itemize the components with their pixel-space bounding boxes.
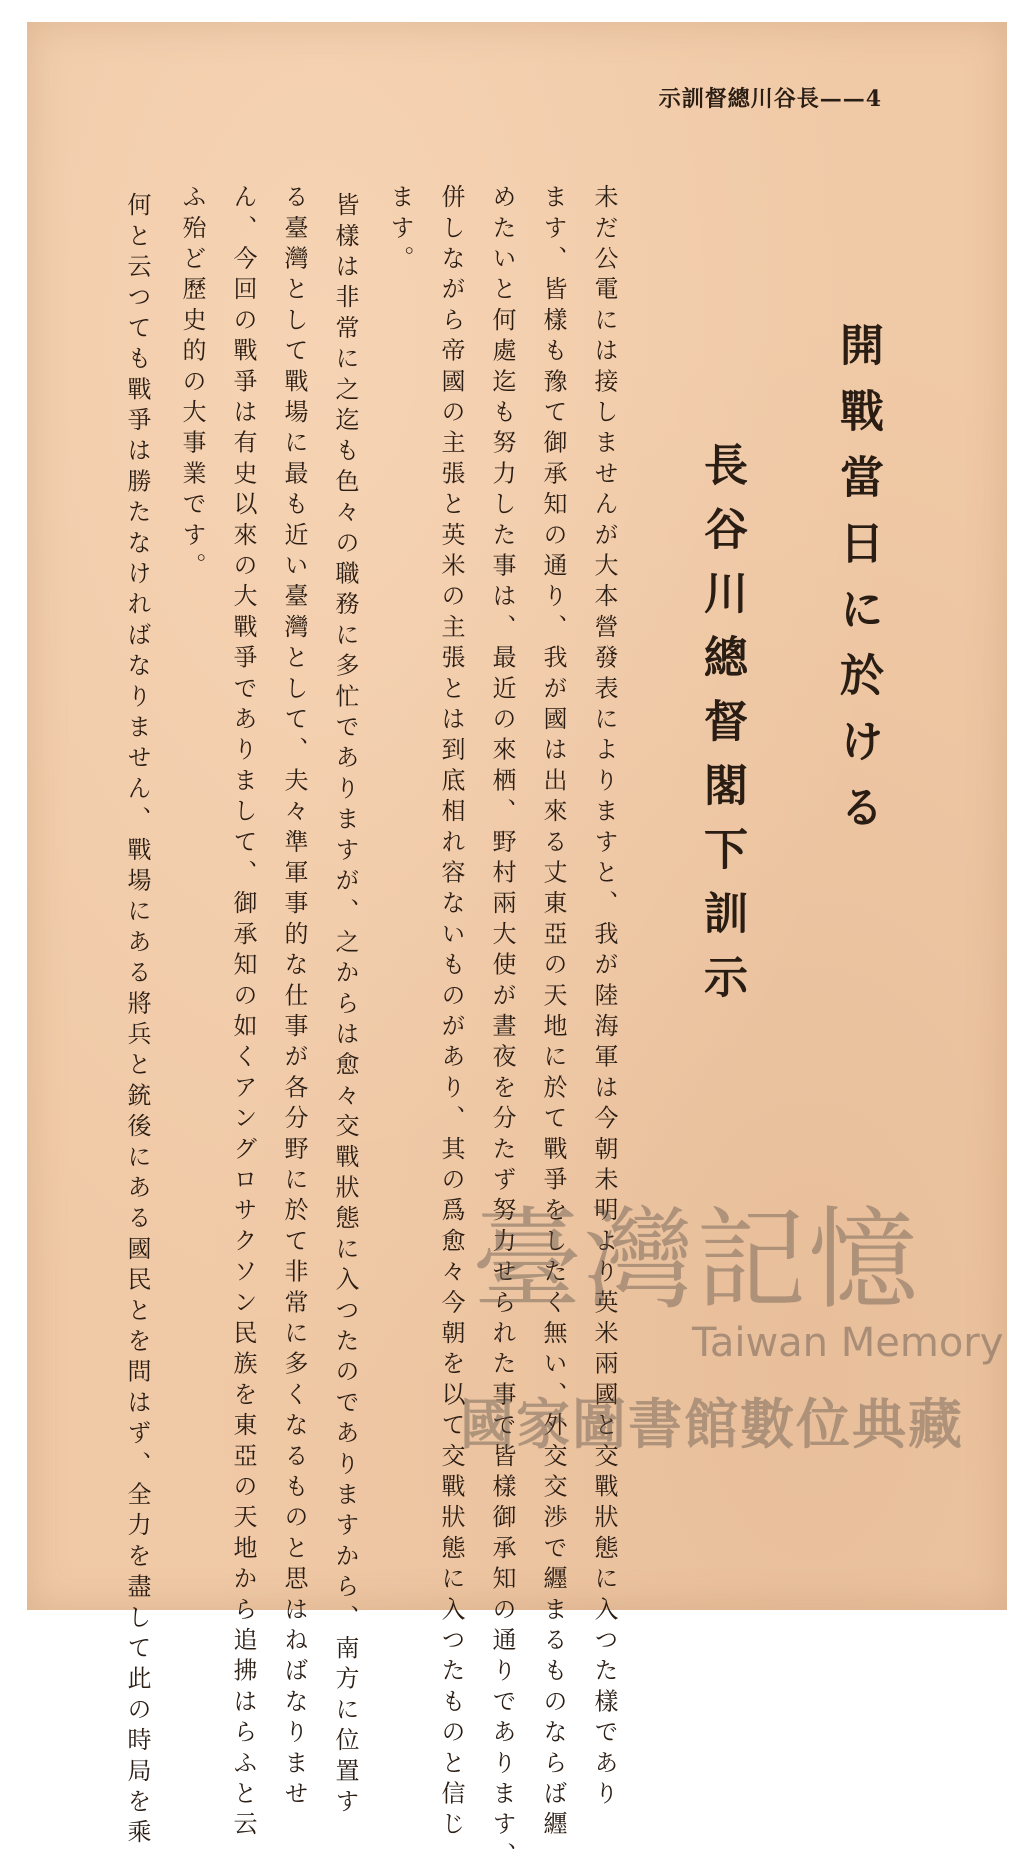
title-line-1: 開戰當日に於ける [832, 322, 883, 850]
title-line-2: 長谷川總督閣下訓示 [696, 442, 747, 1018]
body-column: 未だ公電には接しませんが大本營發表によりますと、我が陸海軍は今朝未明より英米兩國と交戰狀態に入つた樣であり [590, 184, 618, 1812]
body-column: 何と云つても戰爭は勝たなければなりません、戰場にある將兵と銃後にある國民とを問はず、全力を盡して此の時局を乘 [123, 192, 151, 1850]
body-column: 皆樣は非常に之迄も色々の職務に多忙でありますが、之からは愈々交戰狀態に入つたのでありますから、南方に位置す [331, 192, 359, 1820]
body-column: ん、今回の戰爭は有史以來の大戰爭でありまして、御承知の如くアングロサクソン民族を東亞の天地から追拂はらふと云 [229, 184, 257, 1842]
document-page [27, 22, 1007, 1873]
body-column: 併しながら帝國の主張と英米の主張とは到底相れ容ないものがあり、其の爲愈々今朝を以て交戰狀態に入つたものと信じ [437, 184, 465, 1842]
body-column: る臺灣として戰場に最も近い臺灣として、夫々準軍事的な仕事が各分野に於て非常に多くなるものと思はねばなりませ [280, 184, 308, 1812]
watermark-english: Taiwan Memory [692, 1320, 1004, 1366]
body-column: めたいと何處迄も努力した事は、最近の來栖、野村兩大使が晝夜を分たず努力せられた事で皆樣御承知の通りであります、 [488, 184, 516, 1873]
body-column: ます。 [386, 184, 414, 277]
running-header: 示訓督總川谷長——4 [658, 86, 882, 112]
body-column: ふ殆ど歷史的の大事業です。 [178, 184, 206, 584]
watermark-library: 國家圖書館數位典藏 [460, 1393, 964, 1456]
body-column: ます、皆樣も豫て御承知の通り、我が國は出來る丈東亞の天地に於て戰爭をしたく無い、外交交渉で纒まるものならば纒 [539, 184, 567, 1842]
watermark-chinese: 臺灣記憶 [472, 1196, 920, 1324]
